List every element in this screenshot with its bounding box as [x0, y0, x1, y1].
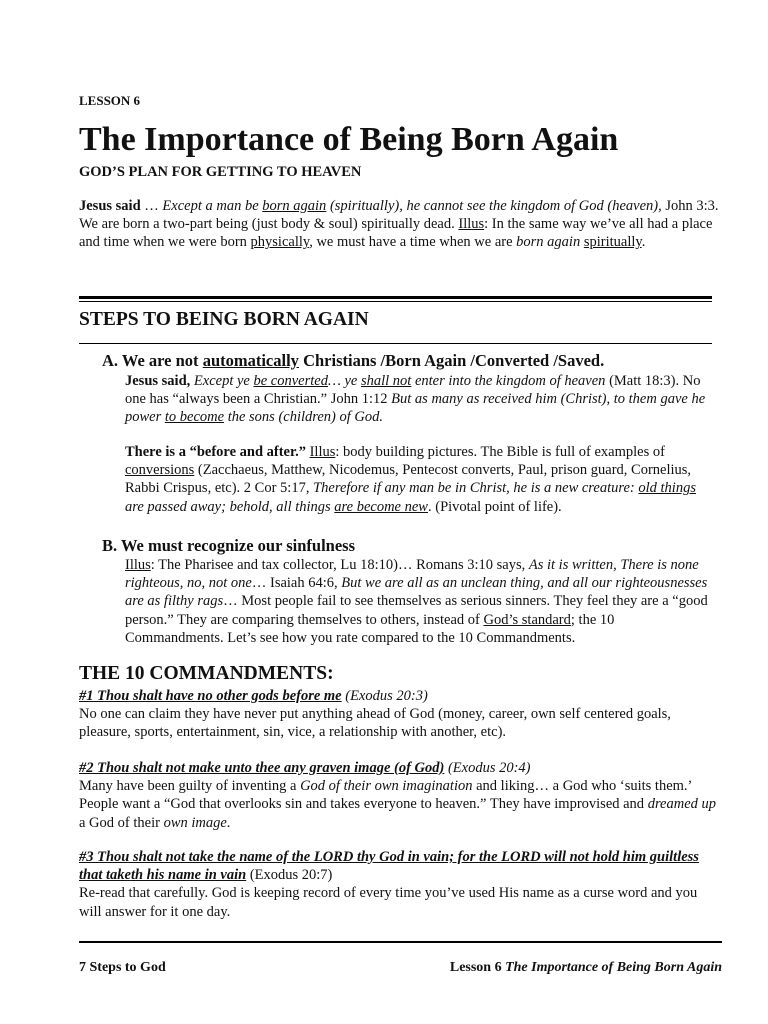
section-divider-thin — [79, 343, 712, 344]
footer-book-title: 7 Steps to God — [79, 960, 166, 975]
intro-paragraph: Jesus said … Except a man be born again (spiritually), he cannot see the kingdom of God (heaven), John 3:3. We are born a two-part being (just body & soul) spiritually dead. Illus: In the same way we’ve all had a place and time when we were born physically, we must have a time when we are born again spiritually. — [79, 198, 719, 251]
intro-quote: Except a man be born again (spiritually), he cannot see the kingdom of God (heaven), — [162, 198, 662, 214]
intro-illus: Illus — [458, 216, 485, 233]
intro-text: , we must have a time when we are — [309, 234, 517, 251]
section-b-heading: B. We must recognize our sinfulness — [102, 536, 356, 555]
intro-text: … — [140, 198, 163, 214]
intro-jesus-said: Jesus said — [79, 198, 141, 214]
steps-heading: STEPS TO BEING BORN AGAIN — [79, 309, 369, 330]
section-a-heading: A. We are not automatically Christians /Born Again /Converted /Saved. — [102, 351, 605, 370]
footer-divider — [79, 941, 722, 943]
section-a-paragraph-2: There is a “before and after.” Illus: body building pictures. The Bible is full of examples of conversions (Zacchaeus, Matthew, Nicodemus, Pentecost converts, Paul, prison guard, Cornelius, Rabbi Crispus, etc). 2 Cor 5:17, Therefore if any man be in Christ, he is a new creature: old things are passed away; behold, all things are become new. (Pivotal point of life). — [125, 444, 696, 515]
intro-spiritually: spiritually — [583, 234, 642, 251]
section-divider-thick — [79, 296, 712, 299]
commandments-heading: THE 10 COMMANDMENTS: — [79, 663, 334, 684]
section-a-paragraph-1: Jesus said, Except ye be converted… ye shall not enter into the kingdom of heaven (Matt 18:3). No one has “always been a Christian.” John 1:12 But as many as received him (Christ), to them gave he power to become the sons (children) of God. — [125, 373, 706, 426]
page-subtitle: GOD’S PLAN FOR GETTING TO HEAVEN — [79, 164, 362, 180]
section-b-paragraph: Illus: The Pharisee and tax collector, Lu 18:10)… Romans 3:10 says, As it is written, There is none righteous, no, not one… Isaiah 64:6, But we are all as an unclean thing, and all our righteousnesses are as filthy rags… Most people fail to see themselves as serious sinners. They feel they are a “good person.” They are comparing themselves to others, instead of God’s standard; the 10 Commandments. Let’s see how you rate compared to the 10 Commandments. — [125, 557, 708, 646]
commandment-3: #3 Thou shalt not take the name of the LORD thy God in vain; for the LORD will not hold him guiltless that taketh his name in vain (Exodus 20:7) Re-read that carefully. God is keeping record of every time you’ve used His name as a curse word and you will answer for it one day. — [79, 849, 699, 920]
commandment-2: #2 Thou shalt not make unto thee any graven image (of God) (Exodus 20:4) Many have been guilty of inventing a God of their own imagination and liking… a God who ‘suits them.’ People want a “God that overlooks sin and takes everyone to heaven.” They have improvised and dreamed up a God of their own image. — [79, 760, 717, 831]
lesson-label: LESSON 6 — [79, 93, 141, 108]
commandment-1: #1 Thou shalt have no other gods before me (Exodus 20:3) No one can claim they have never put anything ahead of God (money, career, own self centered goals, pleasure, sports, entertainment, sin, vice, a relationship with another, etc). — [79, 688, 671, 741]
intro-text: : In the same way we’ve all had a place and time when we were born — [79, 216, 713, 251]
footer-lesson-title: Lesson 6 The Importance of Being Born Again — [449, 960, 722, 975]
intro-physically: physically — [250, 234, 310, 251]
intro-born-again: born again — [516, 234, 581, 251]
section-divider-thin — [79, 301, 712, 302]
intro-text: John 3:3. We are born a two-part being (just body & soul) spiritually dead. — [79, 198, 719, 233]
page-title: The Importance of Being Born Again — [79, 121, 619, 158]
